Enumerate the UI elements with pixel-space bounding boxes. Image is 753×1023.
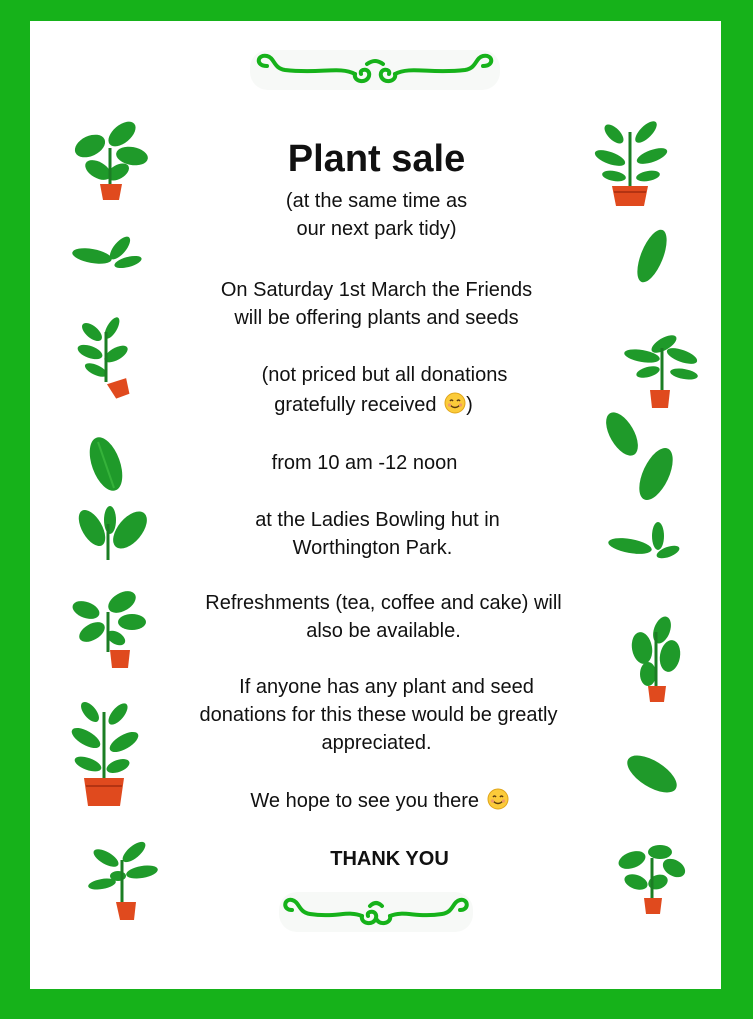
- date-line-1: On Saturday 1st March the Friends: [220, 279, 533, 301]
- subtitle-line-2: our next park tidy): [296, 218, 457, 240]
- time-line: from 10 am -12 noon: [271, 452, 458, 474]
- place-line-1: at the Ladies Bowling hut in: [255, 509, 500, 531]
- flyer-title: Plant sale: [287, 138, 466, 180]
- bottom-flourish-icon: [276, 888, 476, 936]
- smiling-face-emoji-icon: [487, 788, 509, 810]
- page-bottom-edge: [0, 1019, 753, 1023]
- refreshments-line-2: also be available.: [306, 620, 461, 642]
- price-line-2: gratefully received ): [274, 394, 473, 416]
- place-line-2: Worthington Park.: [292, 537, 453, 559]
- refreshments-line-1: Refreshments (tea, coffee and cake) will: [205, 592, 562, 614]
- subtitle-line-1: (at the same time as: [285, 190, 468, 212]
- donations-line-1: If anyone has any plant and seed: [239, 676, 534, 698]
- smiling-face-emoji-icon: [444, 392, 466, 414]
- top-flourish-icon: [245, 46, 505, 94]
- thank-you-text: THANK YOU: [330, 848, 449, 870]
- price-line-1: (not priced but all donations: [261, 364, 508, 386]
- price-line-2-text: gratefully received: [274, 394, 437, 416]
- donations-line-3: appreciated.: [321, 732, 432, 754]
- donations-line-2: donations for this these would be greatly: [199, 704, 558, 726]
- date-line-2: will be offering plants and seeds: [234, 307, 519, 329]
- hope-line: [3, 787, 753, 815]
- hope-line-text: We hope to see you there: [250, 790, 480, 812]
